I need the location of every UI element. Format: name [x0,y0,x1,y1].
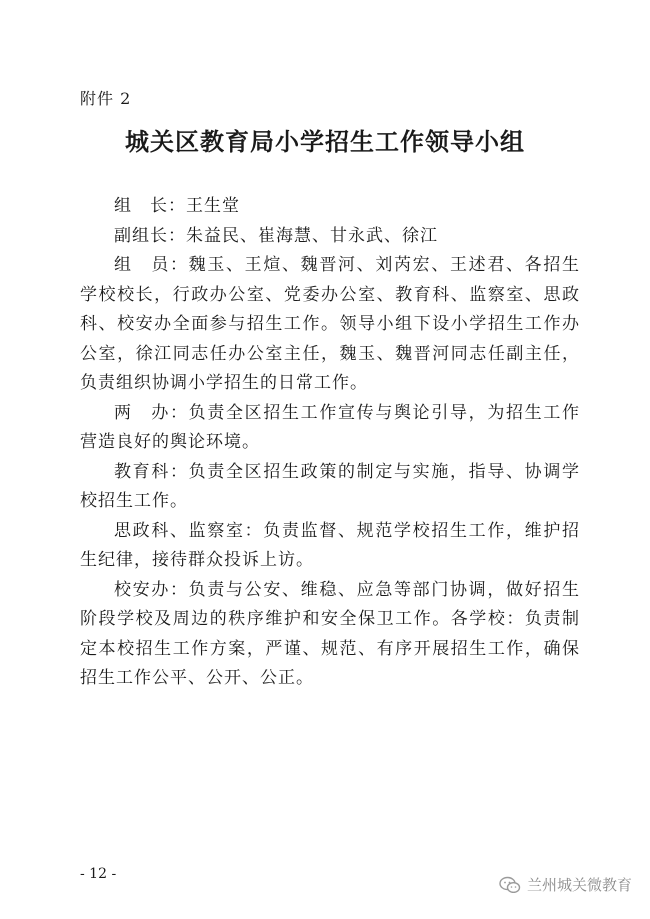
paragraph-deputy-leaders: 副组长：朱益民、崔海慧、甘永武、徐江 [114,225,438,246]
paragraph-members: 组 员：魏玉、王煊、魏晋河、刘芮宏、王述君、各招生学校校长，行政办公室、党委办公室、教育科、监察室、思政科、校安办全面参与招生工作。领导小组下设小学招生工作办公室，徐江同志任办公室主任，魏玉、魏晋河同志任副主任，负责组织协调小学招生的日常工作。 [80,255,580,393]
watermark [499,874,632,895]
watermark-text: 兰州城关微教育 [526,876,632,894]
paragraph-safety-office: 校安办：负责与公安、维稳、应急等部门协调，做好招生阶段学校及周边的秩序维护和安全保卫工作。各学校：负责制定本校招生工作方案，严谨、规范、有序开展招生工作，确保招生工作公平、公开、公正。 [80,579,580,688]
attachment-label: 附件 2 [80,89,132,108]
page-number: - 12 - [80,866,117,882]
wechat-icon [499,876,521,894]
paragraph-supervision: 思政科、监察室：负责监督、规范学校招生工作，维护招生纪律，接待群众投诉上访。 [80,520,580,570]
paragraph-education-section: 教育科：负责全区招生政策的制定与实施，指导、协调学校招生工作。 [80,461,580,511]
document-body [80,192,580,694]
document-title: 城关区教育局小学招生工作领导小组 [125,127,525,156]
paragraph-leader: 组 长：王生堂 [114,196,240,216]
paragraph-two-offices: 两 办：负责全区招生工作宣传与舆论引导，为招生工作营造良好的舆论环境。 [80,402,580,452]
